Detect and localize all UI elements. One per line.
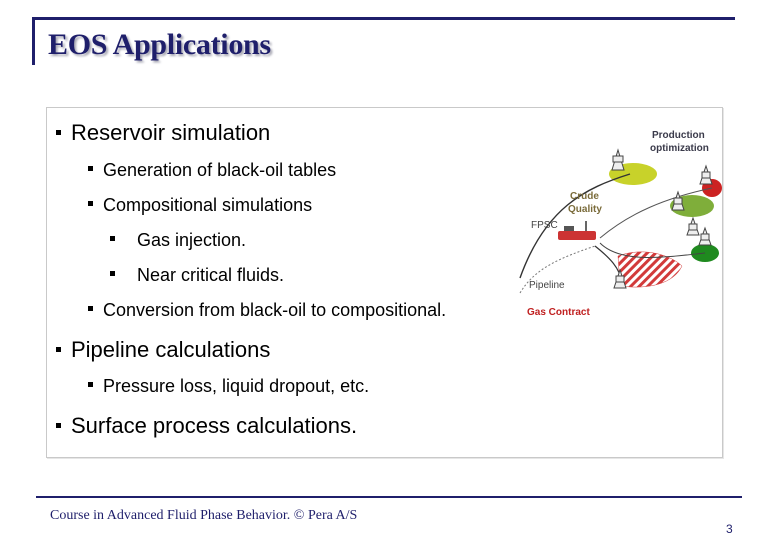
derrick-icon bbox=[672, 192, 684, 210]
bullet-marker bbox=[110, 271, 115, 276]
bullet-marker bbox=[56, 347, 61, 352]
footer-copyright: Course in Advanced Fluid Phase Behavior. © Pera A/S bbox=[50, 508, 358, 523]
bullet-reservoir-simulation bbox=[56, 120, 270, 146]
bullet-marker bbox=[56, 130, 61, 135]
bullet-marker bbox=[110, 236, 115, 241]
bullet-text: Near critical fluids. bbox=[137, 265, 285, 285]
fpso-label: FPSC bbox=[531, 220, 558, 231]
bullet-marker bbox=[88, 201, 93, 206]
production-optimization-label: Production bbox=[652, 130, 705, 141]
bullet-text: Compositional simulations bbox=[103, 195, 313, 215]
bullet-surface-process bbox=[56, 413, 357, 439]
bullet-marker bbox=[56, 423, 61, 428]
footer-rule bbox=[36, 496, 742, 498]
bullet-pipeline-calculations bbox=[56, 337, 270, 363]
fpso-deck-icon bbox=[564, 226, 574, 231]
title-frame-top bbox=[32, 17, 735, 20]
crude-quality-label: Crude bbox=[570, 191, 599, 202]
bullet-text: Conversion from black-oil to compositional. bbox=[103, 300, 447, 320]
bullet-text: Surface process calculations. bbox=[71, 413, 358, 438]
bullet-text: Pipeline calculations bbox=[71, 337, 271, 362]
title-frame-left bbox=[32, 17, 35, 65]
bullet-text: Pressure loss, liquid dropout, etc. bbox=[103, 376, 370, 396]
derrick-icon bbox=[687, 218, 699, 235]
crude-quality-label: Quality bbox=[568, 204, 602, 215]
bullet-conversion bbox=[88, 300, 446, 321]
bullet-text: Gas injection. bbox=[137, 230, 247, 250]
bullet-marker bbox=[88, 166, 93, 171]
bullet-marker bbox=[88, 382, 93, 387]
bullet-near-critical-fluids bbox=[110, 265, 284, 286]
slide-title: EOS Applications bbox=[48, 28, 271, 61]
bullet-gas-injection bbox=[110, 230, 246, 251]
fpso-vessel-icon bbox=[558, 231, 596, 240]
derrick-icon bbox=[700, 166, 712, 184]
bullet-marker bbox=[88, 306, 93, 311]
page-number: 3 bbox=[726, 522, 733, 536]
bullet-text: Generation of black-oil tables bbox=[103, 160, 337, 180]
bullet-text: Reservoir simulation bbox=[71, 120, 271, 145]
bullet-black-oil-tables bbox=[88, 160, 336, 181]
oilfield-illustration bbox=[500, 118, 722, 338]
production-optimization-label: optimization bbox=[650, 143, 709, 154]
gas-contract-label: Gas Contract bbox=[527, 307, 590, 318]
bullet-compositional-simulations bbox=[88, 195, 312, 216]
derrick-icon bbox=[699, 228, 711, 245]
bullet-pressure-loss bbox=[88, 376, 369, 397]
derrick-icon bbox=[612, 150, 624, 170]
pipeline-label: Pipeline bbox=[529, 280, 565, 291]
